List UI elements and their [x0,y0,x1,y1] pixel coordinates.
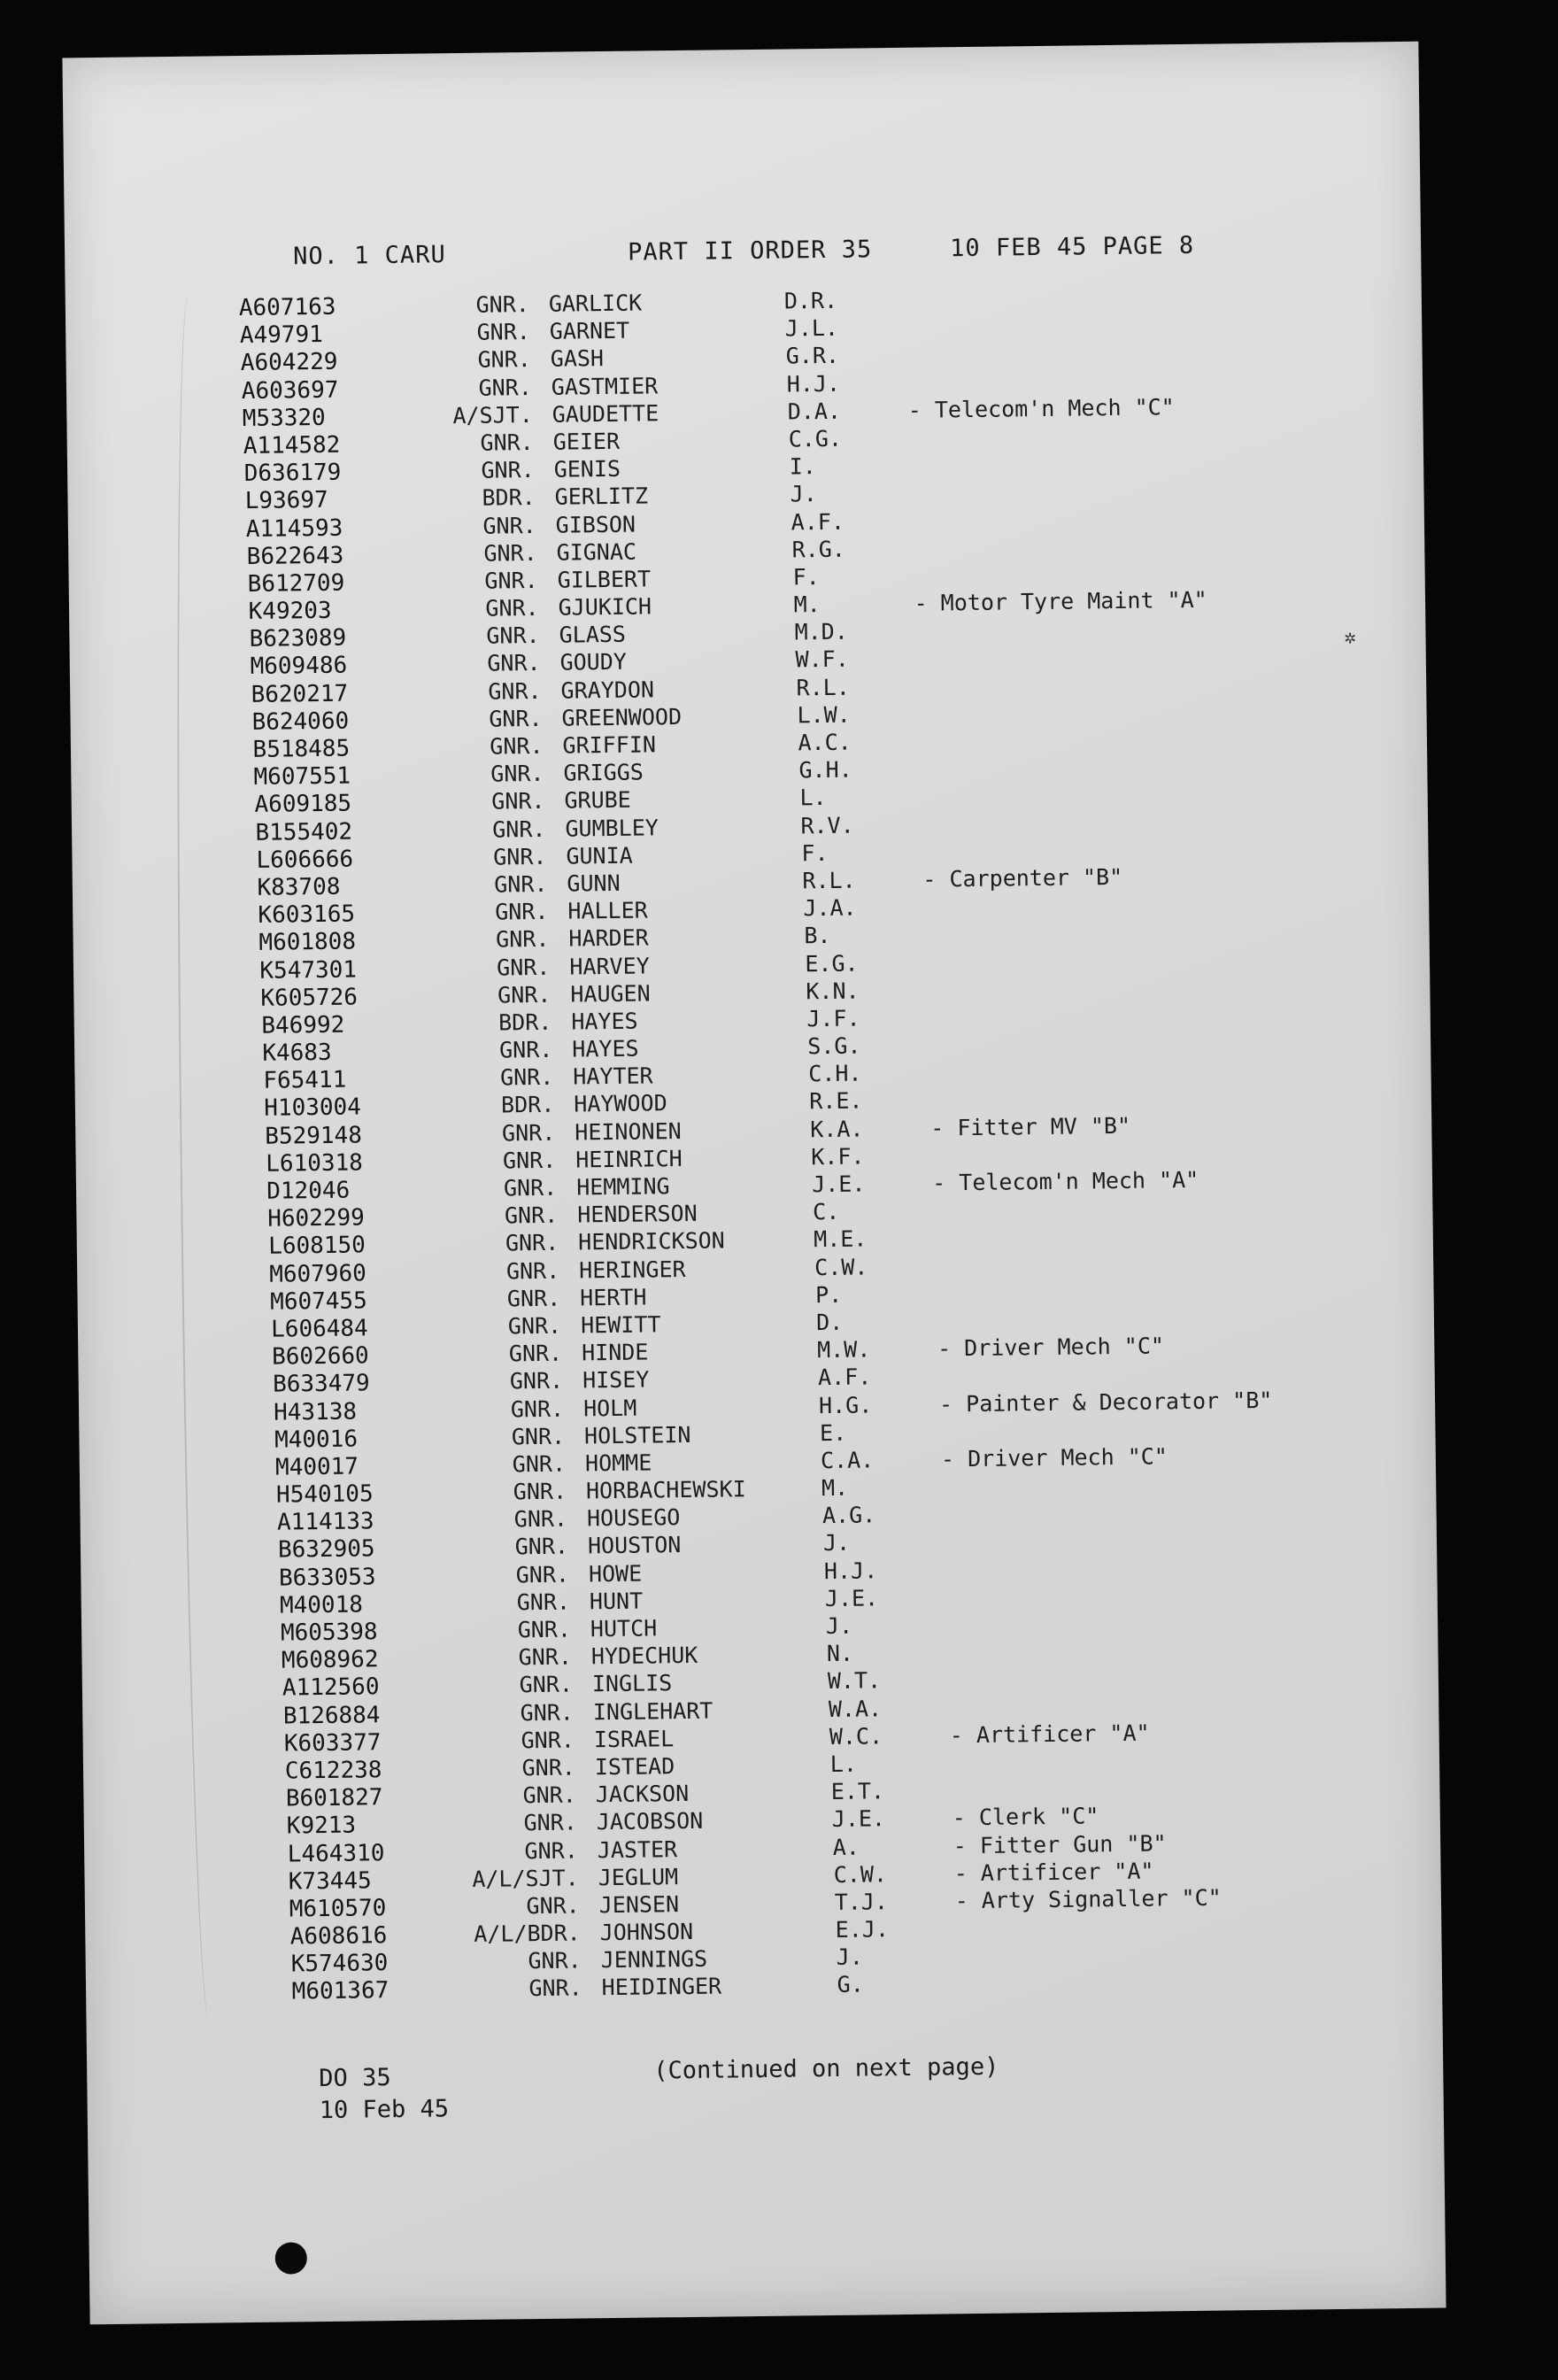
surname: GUNIA [566,842,633,869]
initials: K.F. [811,1143,865,1171]
surname: HEIDINGER [601,1973,722,2001]
surname: GASH [550,345,605,373]
service-number: A114133 [276,1508,374,1536]
surname: GJUKICH [558,593,652,621]
service-number: K547301 [259,955,358,985]
rank: GNR. [480,429,534,456]
rank: GNR. [489,705,543,732]
surname: JEGLUM [598,1863,679,1890]
rank: GNR. [504,1202,559,1229]
service-number: A114582 [243,431,341,460]
service-number: K603377 [283,1728,382,1758]
service-number: L464310 [287,1839,385,1867]
surname: JENSEN [598,1890,680,1919]
rank: GNR. [510,1395,565,1422]
trade-qualification: - Fitter Gun "B" [953,1829,1167,1858]
initials: J.E. [824,1585,879,1611]
surname: HAYES [571,1008,638,1035]
surname: HENDRICKSON [578,1227,725,1256]
service-number: K9213 [286,1812,357,1840]
service-number: K4683 [262,1039,332,1067]
service-number: M40017 [274,1453,359,1481]
page-header [65,229,1421,282]
initials: C.W. [814,1254,868,1280]
trade-qualification: - Painter & Decorator "B" [938,1387,1273,1417]
initials: L.W. [797,701,851,729]
rank: GNR. [513,1505,568,1533]
rank: GNR. [496,926,550,953]
surname: HORBACHEWSKI [585,1476,746,1504]
rank: GNR. [521,1727,575,1754]
initials: F. [792,563,820,591]
surname: HOMME [584,1449,652,1477]
initials: W.A. [828,1695,883,1722]
service-number: M605398 [280,1619,378,1647]
surname: GUMBLEY [565,814,659,842]
service-number: K605726 [260,984,359,1012]
rank: GNR. [484,567,538,594]
initials: C.A. [820,1447,875,1473]
header-date-page: 10 FEB 45 PAGE 8 [949,231,1195,263]
service-number: A609185 [254,790,352,819]
service-number: B46992 [261,1011,345,1039]
surname: HAYWOOD [574,1090,667,1117]
surname: GIBSON [555,511,636,538]
trade-qualification: - Artificer "A" [949,1719,1150,1749]
surname: ISTEAD [594,1753,675,1781]
trade-qualification: - Clerk "C" [952,1803,1099,1831]
punch-hole [275,2242,307,2274]
initials: N. [826,1640,854,1667]
initials: M.W. [816,1336,871,1364]
rank: GNR. [492,815,546,843]
initials: G.H. [798,756,852,784]
initials: L. [799,784,827,811]
initials: W.C. [829,1723,883,1750]
surname: HEINONEN [575,1117,682,1146]
initials: J. [825,1612,853,1640]
service-number: H540105 [275,1480,374,1509]
service-number: A112560 [282,1673,380,1702]
service-number: M53320 [242,404,326,432]
surname: HEINRICH [575,1145,683,1173]
initials: M.D. [794,618,848,645]
initials: D.R. [783,287,838,314]
surname: HINDE [581,1339,649,1366]
service-number: D12046 [266,1177,351,1205]
surname: HISEY [582,1366,650,1394]
rank: GNR. [522,1781,576,1809]
initials: L. [829,1750,858,1777]
surname: GREENWOOD [561,703,683,731]
surname: GRUBE [564,787,631,814]
initials: H.G. [818,1391,873,1418]
rank: GNR. [524,1836,578,1864]
rank: GNR. [478,374,532,401]
trade-qualification: - Arty Signaller "C" [954,1884,1222,1914]
service-number: B633053 [278,1563,376,1592]
rank: A/L/SJT. [472,1865,579,1892]
initials: B. [804,923,831,949]
initials: T.J. [834,1889,889,1915]
rank: GNR. [481,457,535,483]
service-number: L93697 [244,487,328,515]
service-number: A607163 [238,293,336,322]
surname: GERLITZ [554,483,649,511]
service-number: B529148 [265,1122,363,1150]
initials: E.T. [830,1778,885,1805]
footer-do-ref: DO 35 [319,2064,391,2093]
service-number: B602660 [271,1342,369,1371]
rank: BDR. [482,484,536,512]
rank: GNR. [496,954,551,981]
rank: GNR. [521,1754,576,1781]
rank: GNR. [509,1367,564,1395]
initials: D. [815,1309,844,1336]
service-number: M601367 [291,1977,390,2005]
surname: HARDER [568,924,649,952]
surname: GRAYDON [560,676,655,704]
initials: G. [837,1971,864,1998]
initials: C. [813,1199,840,1225]
initials: J. [836,1943,863,1971]
rank: GNR. [493,843,547,870]
service-number: B601827 [285,1784,383,1812]
rank: GNR. [497,981,551,1008]
surname: JENNINGS [600,1945,708,1974]
initials: M. [793,591,821,618]
initials: H.J. [823,1557,878,1584]
initials: A.F. [817,1364,872,1391]
initials: R.V. [800,812,854,838]
rank: BDR. [500,1092,555,1118]
service-number: B126884 [282,1701,381,1730]
rank: GNR. [475,291,530,318]
service-number: M607960 [269,1259,366,1288]
surname: JOHNSON [599,1918,694,1946]
service-number: L608150 [268,1232,366,1261]
rank: GNR. [515,1561,570,1588]
trade-qualification: - Telecom'n Mech "C" [907,393,1175,423]
service-number: B612709 [247,569,345,598]
initials: K.N. [806,978,860,1004]
surname: HAYTER [573,1062,653,1090]
initials: F. [801,839,829,867]
initials: J. [822,1530,851,1557]
rank: BDR. [497,1008,552,1036]
surname: GEIER [552,428,621,455]
service-number: B518485 [252,735,351,763]
footer-continued: (Continued on next page) [653,2052,999,2085]
rank: GNR. [520,1699,575,1726]
surname: HUTCH [590,1615,658,1642]
rank: GNR. [476,319,531,345]
rank: GNR. [506,1285,561,1312]
initials: R.G. [791,536,846,563]
rank: GNR. [499,1064,554,1091]
rank: GNR. [491,788,545,815]
surname: HUNT [589,1588,644,1615]
rank: GNR. [487,650,541,677]
initials: P. [814,1281,843,1308]
service-number: M607551 [253,762,351,792]
service-number: B155402 [255,818,353,846]
service-number: K83708 [257,873,341,901]
service-number: L606666 [256,846,354,874]
rank: GNR. [485,594,539,622]
rank: A/SJT. [452,401,533,429]
initials: G.R. [785,343,840,369]
initials: A.G. [821,1502,876,1529]
rank: GNR. [513,1478,567,1505]
document-page [62,42,1446,2325]
surname: HENDERSON [577,1200,698,1228]
rank: GNR. [498,1036,553,1063]
header-order: PART II ORDER 35 [627,236,873,267]
surname: GOUDY [559,649,628,676]
rank: GNR. [519,1671,574,1698]
service-number: C612238 [284,1757,382,1785]
rank: GNR. [486,622,540,649]
service-number: B623089 [249,624,347,653]
initials: E. [819,1419,847,1446]
service-number: M40018 [279,1591,364,1619]
surname: GARLICK [548,290,643,317]
service-number: B620217 [251,680,349,708]
service-number: A114593 [245,514,343,543]
service-number: H602299 [267,1204,366,1232]
surname: HEMMING [576,1173,670,1201]
rank: GNR. [502,1147,557,1174]
rank: GNR. [514,1534,569,1560]
surname: HALLER [567,897,648,924]
service-number: A603697 [241,376,339,405]
footer-do-date: 10 Feb 45 [319,2095,450,2125]
trade-qualification: - Fitter MV "B" [930,1112,1131,1141]
initials: E.G. [805,950,859,977]
service-number: K73445 [288,1867,372,1896]
rank: GNR. [503,1174,558,1202]
initials: H.J. [786,370,841,398]
initials: A.F. [791,508,845,535]
initials: J.A. [803,894,857,922]
surname: HYDECHUK [590,1642,698,1670]
rank: GNR. [518,1643,573,1671]
service-number: H103004 [264,1093,362,1123]
surname: HOUSEGO [586,1504,681,1532]
service-number: H43138 [273,1398,358,1426]
rank: GNR. [512,1450,567,1478]
service-number: F65411 [263,1066,347,1095]
header-unit: NO. 1 CARU [292,241,446,271]
service-number: A49791 [239,321,323,350]
surname: HOLSTEIN [583,1421,691,1449]
initials: R.E. [809,1087,863,1115]
rank: GNR. [505,1230,559,1256]
rank: GNR. [528,1974,582,2002]
service-number: K574630 [290,1950,389,1978]
ink-speck: ✲ [1344,626,1356,649]
rank: GNR. [482,512,536,539]
rank: GNR. [508,1340,563,1367]
service-number: B633479 [272,1370,370,1398]
initials: E.J. [835,1916,890,1943]
surname: HAYES [572,1035,639,1062]
service-number: K603165 [258,900,356,929]
rank: GNR. [490,732,544,760]
surname: GIGNAC [556,538,637,566]
service-number: B624060 [251,707,350,736]
initials: J.E. [831,1805,886,1833]
initials: J.F. [806,1005,860,1032]
initials: R.L. [796,674,850,701]
surname: INGLIS [591,1670,673,1697]
rank: GNR. [505,1257,560,1284]
service-number: M609486 [250,653,348,681]
initials: C.W. [833,1860,888,1888]
service-number: B632905 [277,1535,375,1565]
service-number: M40016 [274,1426,359,1454]
trade-qualification: - Motor Tyre Maint "A" [914,586,1207,616]
surname: GLASS [559,621,627,648]
rank: GNR. [511,1423,566,1450]
initials: D.A. [787,398,842,425]
surname: HEWITT [580,1311,661,1339]
service-number: L606484 [270,1315,368,1343]
rank: GNR. [516,1588,571,1616]
surname: GARNET [549,317,630,344]
surname: JACKSON [595,1781,690,1808]
initials: C.H. [808,1060,862,1087]
surname: HOUSTON [587,1532,682,1559]
rank: GNR. [477,346,531,374]
initials: J. [790,481,817,507]
rank: GNR. [483,539,537,567]
surname: GASTMIER [551,372,659,400]
surname: ISRAEL [593,1725,675,1753]
initials: I. [789,453,816,480]
initials: W.T. [827,1667,882,1695]
surname: GAUDETTE [551,400,659,428]
initials: M. [821,1474,849,1502]
initials: A.C. [798,729,852,756]
surname: GUNN [567,869,621,897]
trade-qualification: - Driver Mech "C" [940,1443,1168,1472]
rank: GNR. [490,761,544,787]
surname: JASTER [597,1835,678,1863]
service-number: K49203 [248,597,332,625]
personnel-list [66,281,1443,2009]
surname: JACOBSON [596,1808,704,1835]
initials: M.E. [814,1225,868,1253]
initials: K.A. [810,1116,864,1142]
trade-qualification: - Carpenter "B" [922,863,1123,892]
trade-qualification: - Driver Mech "C" [937,1333,1165,1362]
service-number: A604229 [240,349,338,377]
surname: HERINGER [579,1256,686,1283]
initials: S.G. [807,1032,861,1060]
rank: GNR. [523,1809,577,1836]
service-number: B622643 [246,542,344,570]
service-number: M601808 [258,928,357,957]
trade-qualification: - Telecom'n Mech "A" [932,1166,1199,1196]
surname: HOWE [588,1560,643,1587]
service-number: A608616 [289,1922,388,1951]
initials: C.G. [788,425,843,452]
page-footer [87,2052,1443,2125]
initials: R.L. [802,867,856,894]
service-number: M608962 [281,1646,379,1674]
surname: HOLM [582,1395,637,1421]
surname: HERTH [579,1284,647,1311]
surname: GRIFFIN [562,731,657,759]
service-number: M607455 [270,1287,367,1316]
service-number: M610570 [289,1895,387,1923]
trade-qualification: - Artificer "A" [953,1858,1154,1886]
rank: GNR. [495,898,549,925]
surname: GENIS [553,455,621,483]
surname: GILBERT [557,566,652,593]
initials: J.E. [812,1171,866,1198]
surname: HAUGEN [570,980,651,1008]
initials: J.L. [784,314,839,342]
rank: GNR. [517,1616,572,1643]
rank: GNR. [507,1312,562,1340]
rank: GNR. [488,677,542,705]
rank: A/L/BDR. [474,1920,581,1947]
service-number: L610318 [266,1149,364,1178]
surname: GRIGGS [563,759,644,786]
rank: GNR. [528,1947,582,1974]
surname: HARVEY [569,952,650,980]
service-number: D636179 [243,459,342,488]
initials: A. [832,1834,860,1860]
rank: GNR. [501,1119,556,1147]
initials: W.F. [795,646,849,673]
rank: GNR. [526,1892,580,1920]
surname: INGLEHART [592,1697,713,1725]
rank: GNR. [494,870,548,898]
